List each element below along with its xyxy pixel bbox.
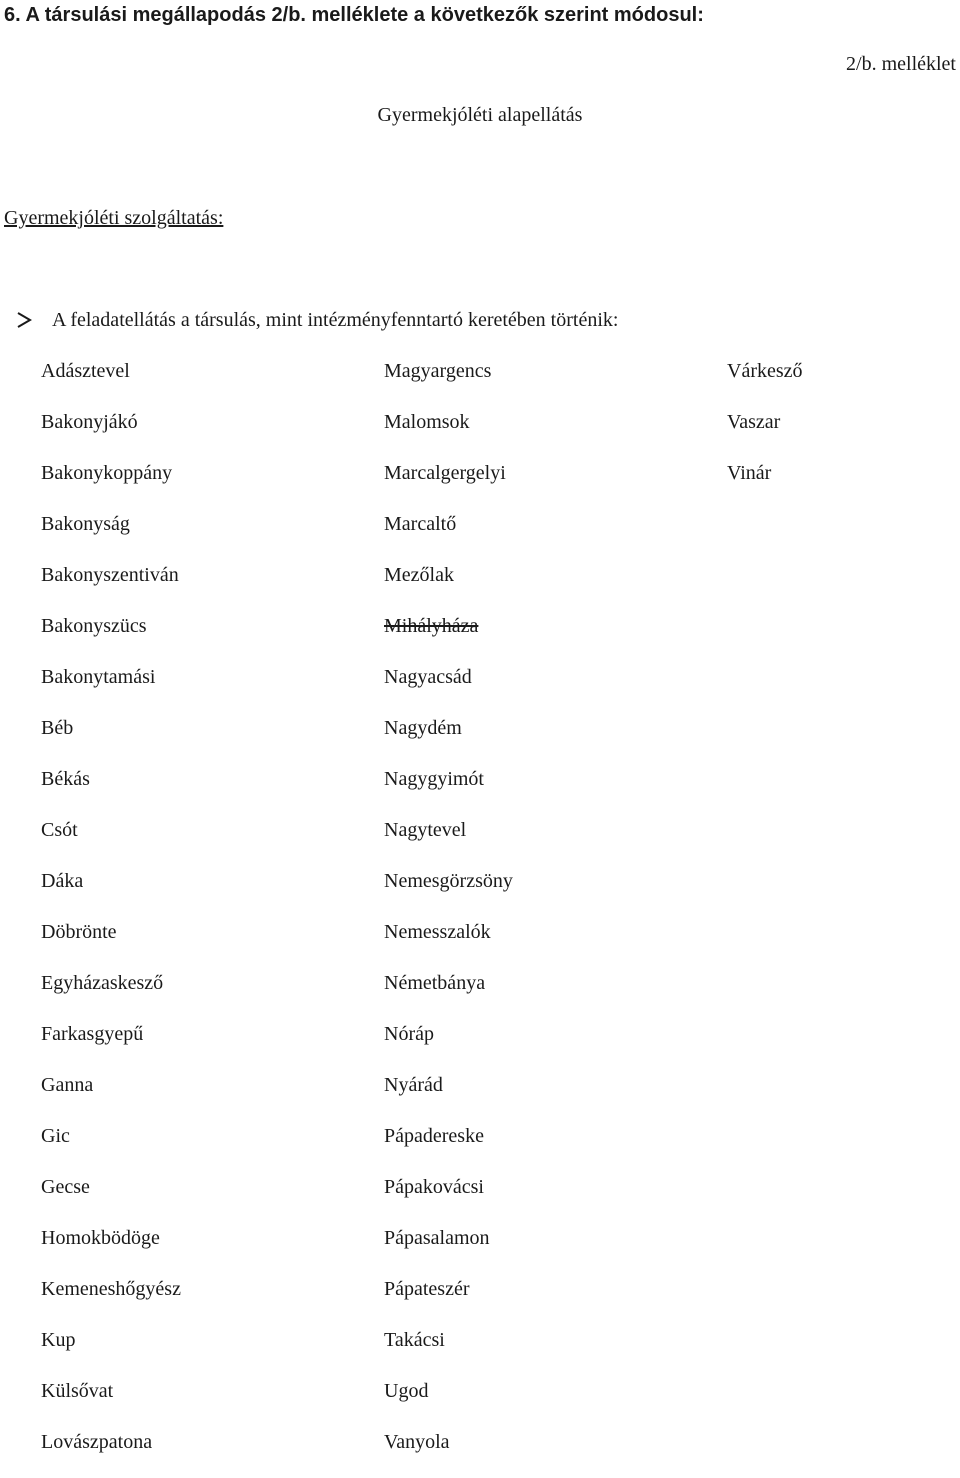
municipality-item: Vanyola [384,1431,450,1453]
municipality-item: Egyházaskesző [41,972,164,994]
municipality-item: Pápasalamon [384,1227,490,1249]
municipality-item: Lovászpatona [41,1431,153,1453]
municipality-item: Nagytevel [384,819,467,841]
municipality-item: Nemesgörzsöny [384,870,513,892]
annex-title: Gyermekjóléti alapellátás [377,104,583,126]
municipality-item: Homokbödöge [41,1227,160,1249]
arrow-bullet-icon [16,305,52,335]
municipality-item: Pápadereske [384,1125,484,1147]
municipality-item: Ugod [384,1380,429,1402]
bullet-line [16,305,618,335]
municipality-item: Döbrönte [41,921,117,943]
municipality-item: Nagyacsád [384,666,472,688]
amendment-heading: 6. A társulási megállapodás 2/b. melléklete a következők szerint módosul: [4,4,704,26]
municipality-item: Pápakovácsi [384,1176,484,1198]
municipality-item: Bakonyság [41,513,130,535]
municipality-item: Vinár [727,462,772,484]
municipality-item: Németbánya [384,972,486,994]
municipality-item: Kup [41,1329,76,1351]
municipality-item: Bakonyjákó [41,411,138,433]
municipality-item: Bakonyszücs [41,615,147,637]
municipality-item: Gecse [41,1176,90,1198]
municipality-item: Várkesző [727,360,803,382]
municipality-item: Mezőlak [384,564,454,586]
municipality-item: Bakonykoppány [41,462,173,484]
municipality-item: Takácsi [384,1329,445,1351]
municipality-column-2 [384,356,513,1478]
municipality-item: Bakonytamási [41,666,156,688]
municipality-item: Nóráp [384,1023,434,1045]
municipality-item: Ganna [41,1074,94,1096]
municipality-item: Gic [41,1125,70,1147]
municipality-item: Béb [41,717,74,739]
municipality-item: Mihályháza [384,615,479,637]
bullet-text: A feladatellátás a társulás, mint intézményfenntartó keretében történik: [52,309,619,331]
municipality-item: Farkasgyepű [41,1023,144,1045]
municipality-column-1 [41,356,181,1478]
municipality-item: Csót [41,819,78,841]
municipality-item: Békás [41,768,90,790]
municipality-item: Kemeneshőgyész [41,1278,181,1300]
municipality-column-3 [727,356,803,509]
service-label: Gyermekjóléti szolgáltatás: [4,207,224,229]
municipality-item: Nagydém [384,717,462,739]
municipality-item: Pápateszér [384,1278,470,1300]
municipality-item: Nagygyimót [384,768,484,790]
municipality-item: Nemesszalók [384,921,491,943]
municipality-item: Vaszar [727,411,781,433]
municipality-item: Nyárád [384,1074,443,1096]
municipality-item: Dáka [41,870,84,892]
municipality-item: Marcaltő [384,513,457,535]
municipality-item: Külsővat [41,1380,114,1402]
municipality-item: Bakonyszentiván [41,564,179,586]
municipality-item: Magyargencs [384,360,492,382]
municipality-item: Adásztevel [41,360,130,382]
annex-label: 2/b. melléklet [846,53,956,75]
municipality-item: Marcalgergelyi [384,462,506,484]
municipality-item: Malomsok [384,411,470,433]
